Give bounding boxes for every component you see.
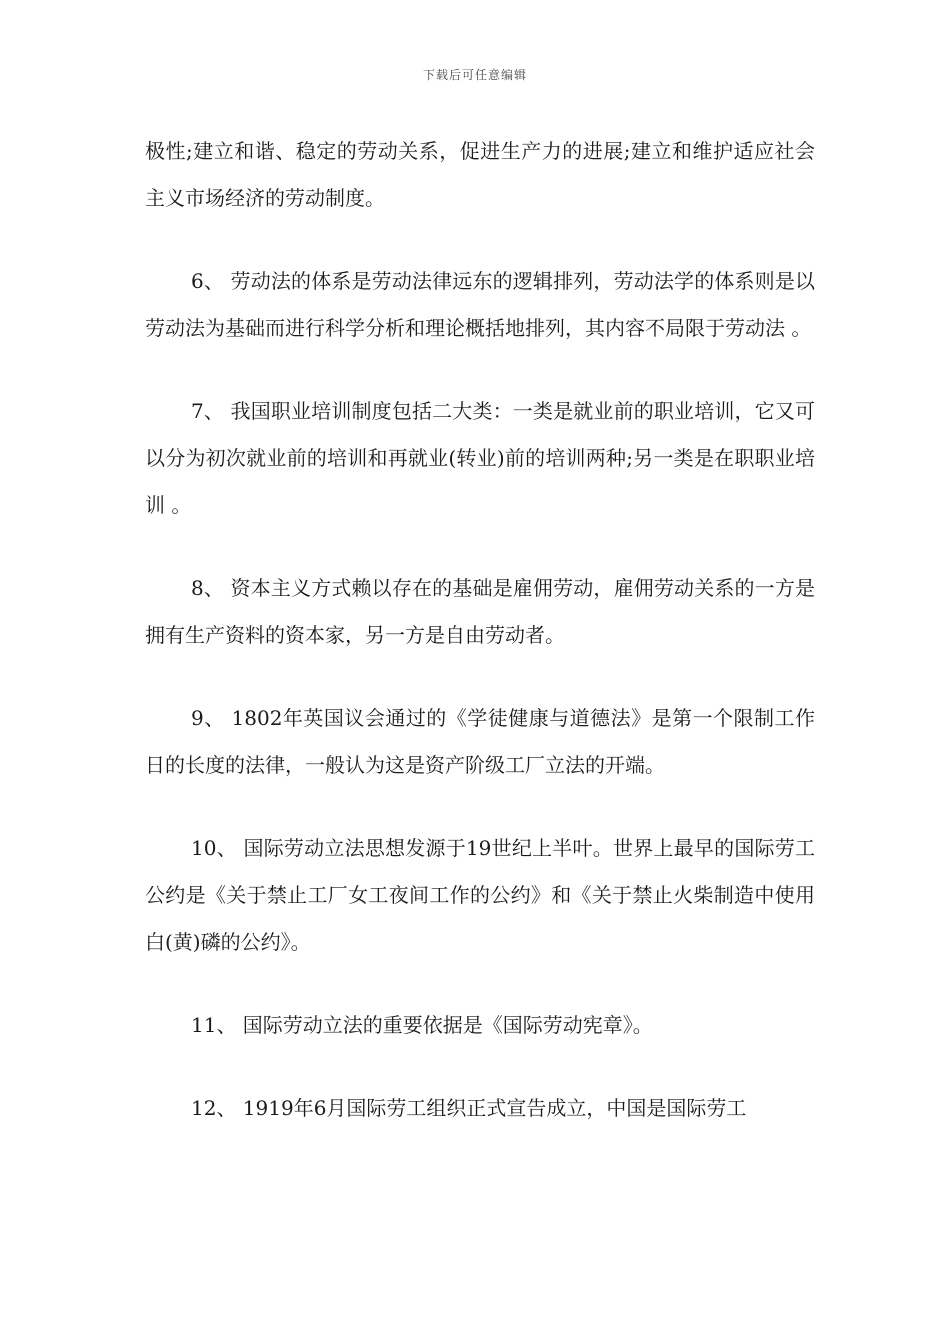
paragraph-item-10: 10、 国际劳动立法思想发源于19世纪上半叶。世界上最早的国际劳工公约是《关于禁止工厂女工夜间工作的公约》和《关于禁止火柴制造中使用白(黄)磷的公约》。 [145, 836, 815, 954]
paragraph-item-7: 7、 我国职业培训制度包括二大类：一类是就业前的职业培训，它又可以分为初次就业前的培训和再就业(转业)前的培训两种;另一类是在职职业培训 。 [145, 399, 815, 517]
paragraph-item-11: 11、 国际劳动立法的重要依据是《国际劳动宪章》。 [191, 1013, 653, 1037]
paragraph-item-9: 9、 1802年英国议会通过的《学徒健康与道德法》是第一个限制工作日的长度的法律，一般认为这是资产阶级工厂立法的开端。 [145, 706, 815, 777]
document-body [145, 128, 815, 1168]
paragraph-item-8: 8、 资本主义方式赖以存在的基础是雇佣劳动，雇佣劳动关系的一方是拥有生产资料的资本家，另一方是自由劳动者。 [145, 576, 815, 647]
paragraph-continuation: 极性;建立和谐、稳定的劳动关系，促进生产力的进展;建立和维护适应社会主义市场经济的劳动制度。 [145, 139, 815, 210]
paragraph-item-12: 12、 1919年6月国际劳工组织正式宣告成立，中国是国际劳工 [191, 1096, 747, 1120]
paragraph-item-6: 6、 劳动法的体系是劳动法律远东的逻辑排列，劳动法学的体系则是以劳动法为基础而进行科学分析和理论概括地排列，其内容不局限于劳动法 。 [145, 269, 815, 340]
header-note: 下载后可任意编辑 [422, 68, 527, 82]
